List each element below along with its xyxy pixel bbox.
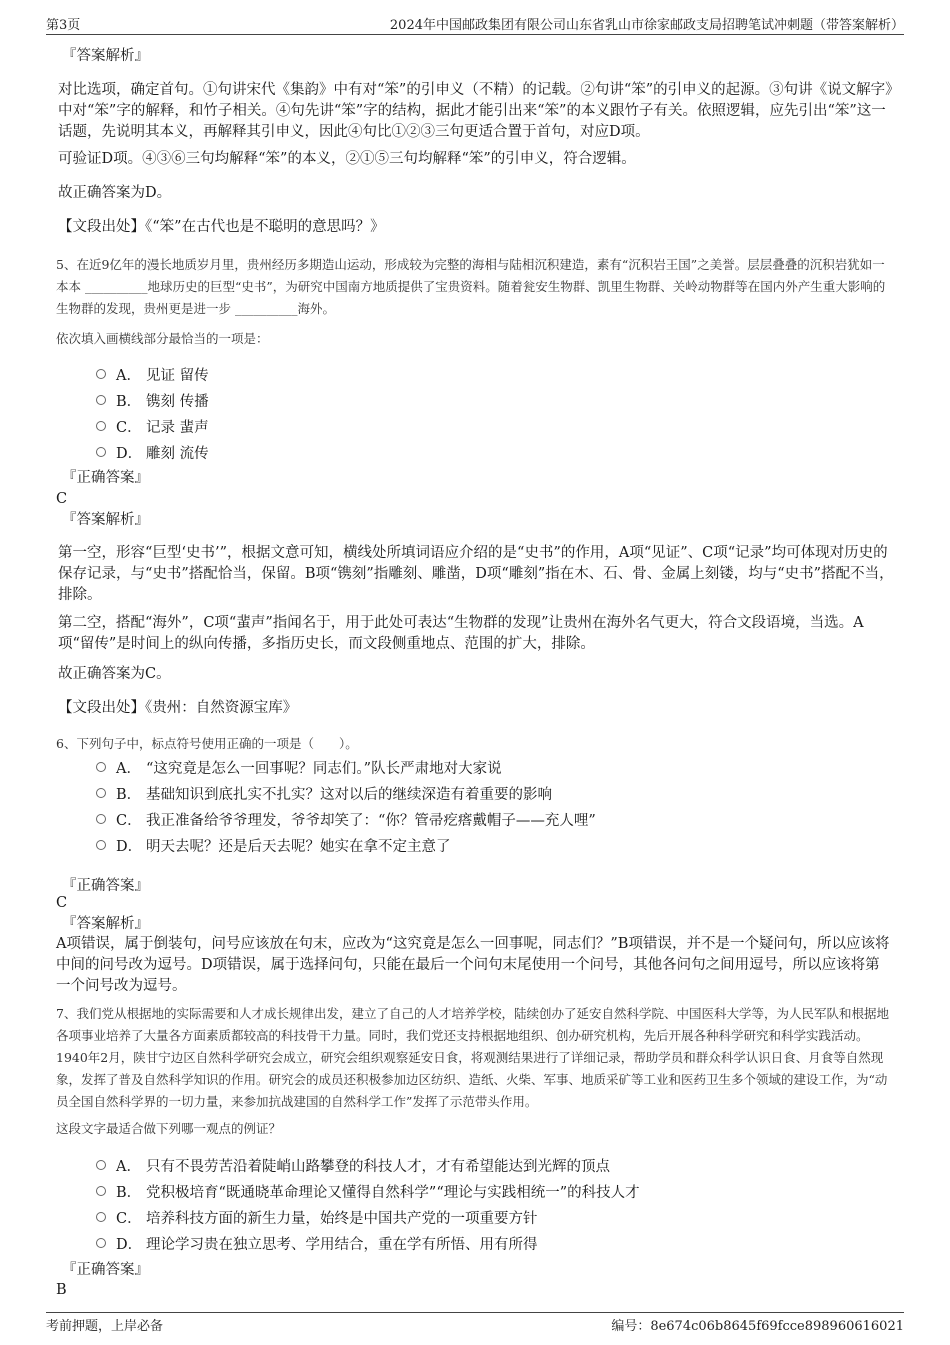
q5-option-a[interactable]: A． 见证 留传 xyxy=(96,364,209,385)
q7-option-c[interactable]: C． 培养科技方面的新生力量，始终是中国共产党的一项重要方针 xyxy=(96,1207,538,1228)
q5-analysis-p1: 第一空，形容“巨型‘史书’”，根据文意可知，横线处所填词语应介绍的是“史书”的作用，A项“见证”、C项“记录”均可体现对历史的保存记录，与“史书”搭配恰当，保留。B项“镌刻”指雕刻、雕凿，D项“雕刻”指在木、石、骨、金属上刻镂，均与“史书”搭配不当，排除。 xyxy=(58,545,894,603)
q6-option-a[interactable]: A． “这究竟是怎么一回事呢？同志们。”队长严肃地对大家说 xyxy=(96,757,502,778)
q5-analysis-label: 『答案解析』 xyxy=(62,512,149,528)
footer-serial: 编号：8e674c06b8645f69fcce898960616021 xyxy=(611,1319,904,1334)
radio-circle-icon[interactable] xyxy=(96,762,106,772)
radio-circle-icon[interactable] xyxy=(96,1186,106,1196)
radio-circle-icon[interactable] xyxy=(96,395,106,405)
q6-stem: 6、下列句子中，标点符号使用正确的一项是（ ）。 xyxy=(56,736,358,751)
q7-answer-label: 『正确答案』 xyxy=(62,1262,149,1278)
q5-source: 【文段出处】《贵州：自然资源宝库》 xyxy=(58,700,298,716)
q4-analysis-p1: 对比选项，确定首句。①句讲宋代《集韵》中有对“笨”的引申义（不精）的记载。②句讲“笨”的引申义的起源。③句讲《说文解字》中对“笨”字的解释，和竹子相关。④句先讲“笨”字的结构，据此才能引出来“笨”的本义跟竹子有关。依照逻辑，应先引出“笨”这一话题，先说明其本义，再解释其引申义，因此④句比①②③三句更适合置于首句，对应D项。 xyxy=(58,82,893,140)
q7-option-a[interactable]: A． 只有不畏劳苦沿着陡峭山路攀登的科技人才，才有希望能达到光辉的顶点 xyxy=(96,1155,610,1176)
q5-answer-label: 『正确答案』 xyxy=(62,470,149,486)
document-title: 2024年中国邮政集团有限公司山东省乳山市徐家邮政支局招聘笔试冲刺题（带答案解析） xyxy=(389,18,904,33)
q5-analysis-p3: 故正确答案为C。 xyxy=(58,666,171,682)
q5-stem: 5、在近9亿年的漫长地质岁月里，贵州经历多期造山运动，形成较为完整的海相与陆相沉积建造，素有“沉积岩王国”之美誉。层层叠叠的沉积岩犹如一本本 __________地球历史的巨型“史书”，为研究中国南方地质提供了宝贵资料。随着瓮安生物群、凯里生物群、关岭动物群等在国内外产生重大影响的生物群的发现，贵州更是进一步 __________海外。 xyxy=(56,257,886,316)
q7-answer: B xyxy=(56,1282,67,1298)
q6-option-c[interactable]: C． 我正准备给爷爷理发，爷爷却笑了：“你？管帚疙瘩戴帽子——充人哩” xyxy=(96,809,596,830)
q6-option-d[interactable]: D． 明天去呢？还是后天去呢？她实在拿不定主意了 xyxy=(96,835,451,856)
footer-slogan: 考前押题，上岸必备 xyxy=(46,1319,164,1334)
q5-prompt: 依次填入画横线部分最恰当的一项是： xyxy=(56,331,269,346)
radio-circle-icon[interactable] xyxy=(96,1238,106,1248)
q6-analysis-label: 『答案解析』 xyxy=(62,916,149,932)
q6-answer-label: 『正确答案』 xyxy=(62,878,149,894)
radio-circle-icon[interactable] xyxy=(96,421,106,431)
radio-circle-icon[interactable] xyxy=(96,1212,106,1222)
radio-circle-icon[interactable] xyxy=(96,788,106,798)
q7-option-d[interactable]: D． 理论学习贵在独立思考、学用结合，重在学有所悟、用有所得 xyxy=(96,1233,538,1254)
q7-option-b[interactable]: B． 党积极培育“既通晓革命理论又懂得自然科学”“理论与实践相统一”的科技人才 xyxy=(96,1181,640,1202)
q5-option-d[interactable]: D． 雕刻 流传 xyxy=(96,442,209,463)
radio-circle-icon[interactable] xyxy=(96,369,106,379)
radio-circle-icon[interactable] xyxy=(96,1160,106,1170)
q4-analysis-label: 『答案解析』 xyxy=(62,48,149,64)
page-number: 第3页 xyxy=(46,18,81,33)
q5-analysis-p2: 第二空，搭配“海外”，C项“蜚声”指闻名于，用于此处可表达“生物群的发现”让贵州在海外名气更大，符合文段语境，当选。A项“留传”是时间上的纵向传播，多指历史长，而文段侧重地点、范围的扩大，排除。 xyxy=(58,615,864,652)
radio-circle-icon[interactable] xyxy=(96,840,106,850)
q4-analysis-p2: 可验证D项。④③⑥三句均解释“笨”的本义，②①⑤三句均解释“笨”的引申义，符合逻辑。 xyxy=(58,151,636,167)
q5-answer: C xyxy=(56,491,68,507)
q4-analysis-p3: 故正确答案为D。 xyxy=(58,185,172,201)
radio-circle-icon[interactable] xyxy=(96,447,106,457)
q5-option-b[interactable]: B． 镌刻 传播 xyxy=(96,390,209,411)
q7-prompt: 这段文字最适合做下列哪一观点的例证？ xyxy=(56,1121,282,1136)
q5-option-c[interactable]: C． 记录 蜚声 xyxy=(96,416,209,437)
q4-source: 【文段出处】《“笨”在古代也是不聪明的意思吗？》 xyxy=(58,219,385,235)
footer-rule xyxy=(46,1312,904,1313)
q7-stem: 7、我们党从根据地的实际需要和人才成长规律出发，建立了自己的人才培养学校，陆续创办了延安自然科学院、中国医科大学等，为人民军队和根据地各项事业培养了大量各方面素质都较高的科技骨干力量。同时，我们党还支持根据地组织、创办研究机构，先后开展各种科学研究和科学实践活动。1940年2月，陕甘宁边区自然科学研究会成立，研究会组织观察延安日食，将观测结果进行了详细记录，帮助学员和群众科学认识日食、月食等自然现象，发挥了普及自然科学知识的作用。研究会的成员还积极参加边区纺织、造纸、火柴、军事、地质采矿等工业和医药卫生多个领域的建设工作，为“动员全国自然科学界的一切力量，来参加抗战建国的自然科学工作”发挥了示范带头作用。 xyxy=(56,1006,889,1109)
header-rule xyxy=(46,34,904,35)
q6-option-b[interactable]: B． 基础知识到底扎实不扎实？这对以后的继续深造有着重要的影响 xyxy=(96,783,552,804)
q6-answer: C xyxy=(56,895,68,911)
radio-circle-icon[interactable] xyxy=(96,814,106,824)
q6-analysis: A项错误，属于倒装句，问号应该放在句末，应改为“这究竟是怎么一回事呢，同志们？”B项错误，并不是一个疑问句，所以应该将中间的问号改为逗号。D项错误，属于选择问句，只能在最后一个问句末尾使用一个问号，其他各问句之间用逗号，所以应该将第一个问号改为逗号。 xyxy=(56,936,890,994)
